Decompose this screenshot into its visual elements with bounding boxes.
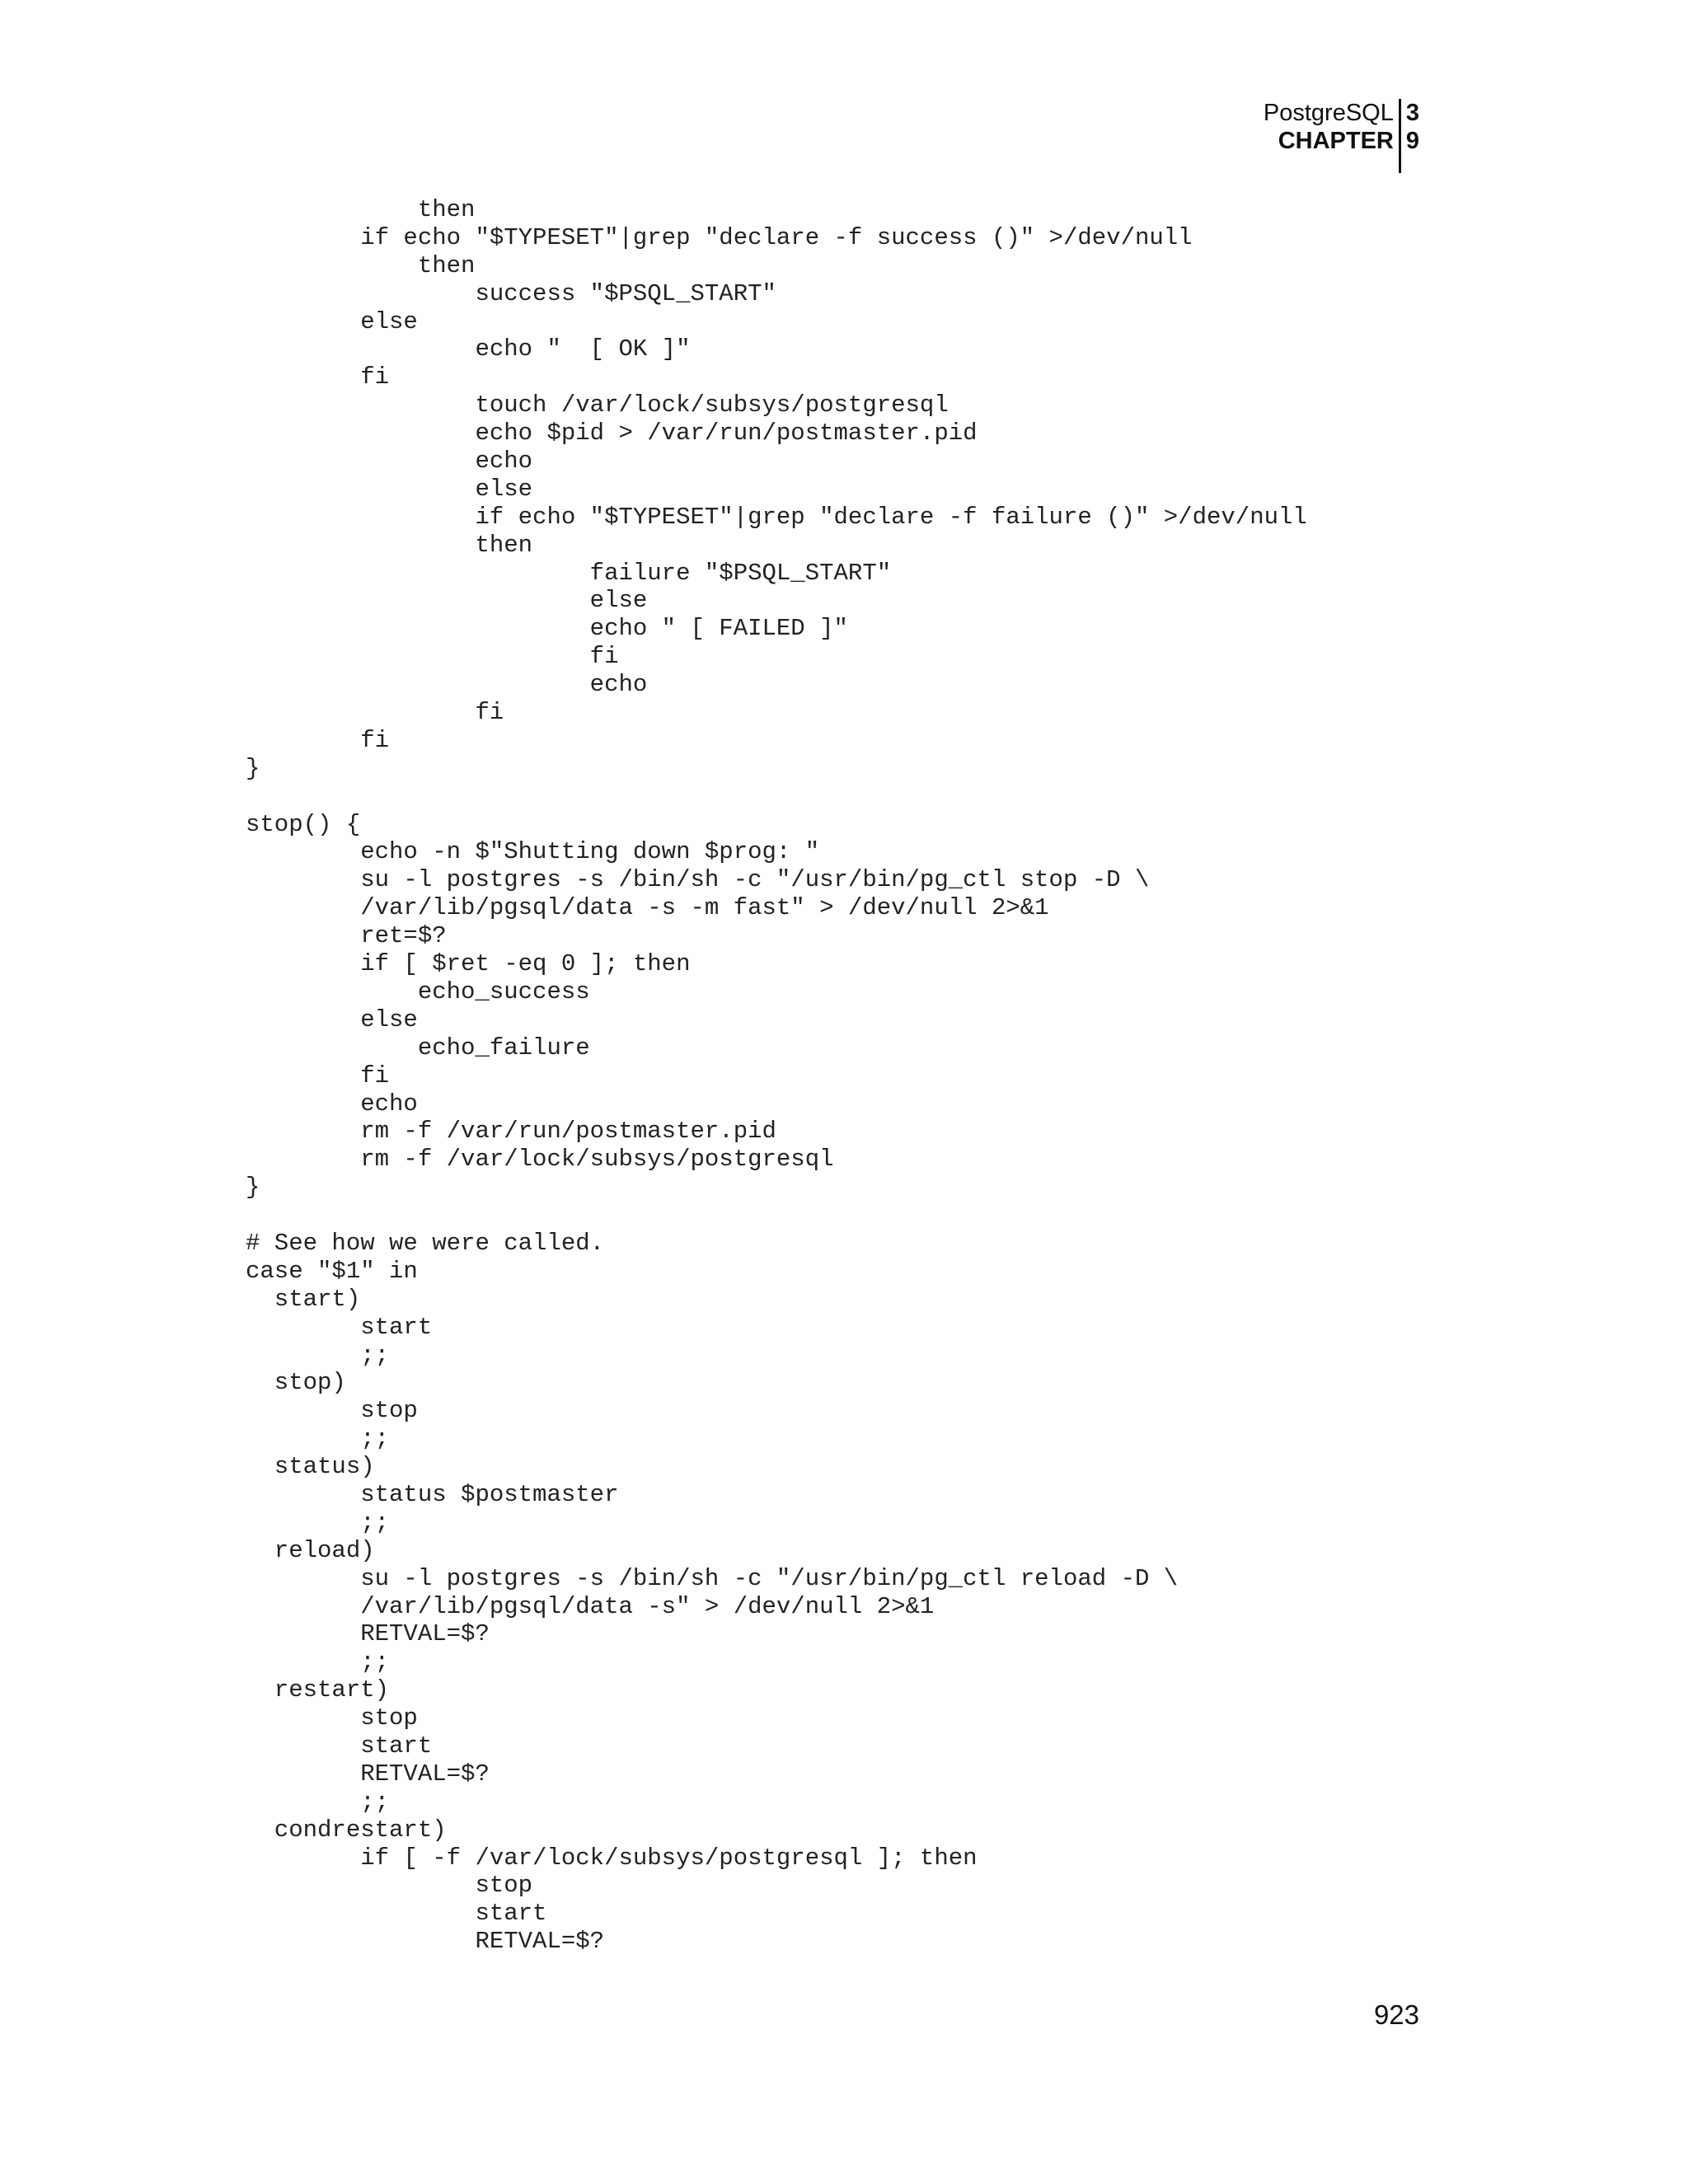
chapter-number-digit-1: 3	[1405, 100, 1419, 126]
code-line: stop	[246, 1704, 418, 1732]
chapter-number	[1401, 99, 1419, 173]
code-line: start	[246, 1900, 547, 1928]
book-title: PostgreSQL	[1263, 100, 1394, 126]
header-text	[1264, 99, 1399, 173]
code-line: reload)	[246, 1536, 375, 1564]
code-line: else	[246, 307, 418, 335]
code-line: echo_success	[246, 977, 590, 1005]
code-line: /var/lib/pgsql/data -s" > /dev/null 2>&1	[246, 1592, 935, 1620]
code-line: then	[246, 196, 476, 223]
code-line: failure "$PSQL_START"	[246, 559, 892, 587]
code-line: else	[246, 587, 648, 615]
code-line: stop	[246, 1397, 418, 1425]
code-line: status)	[246, 1453, 375, 1481]
code-line: echo	[246, 1090, 418, 1118]
code-line: echo " [ FAILED ]"	[246, 615, 848, 643]
code-line: fi	[246, 643, 619, 671]
code-line: rm -f /var/run/postmaster.pid	[246, 1118, 776, 1146]
code-line: ;;	[246, 1508, 390, 1536]
code-line: ret=$?	[246, 922, 447, 950]
code-line: ;;	[246, 1341, 390, 1369]
code-line: then	[246, 251, 476, 279]
code-line: echo " [ OK ]"	[246, 335, 691, 363]
code-line: RETVAL=$?	[246, 1620, 490, 1648]
code-line: ;;	[246, 1788, 390, 1816]
code-line: su -l postgres -s /bin/sh -c "/usr/bin/pg_ctl reload -D \	[246, 1564, 1179, 1592]
page-number: 923	[1373, 1999, 1419, 2030]
code-line: success "$PSQL_START"	[246, 279, 776, 307]
code-line: }	[246, 754, 260, 782]
running-header	[1264, 99, 1419, 173]
code-line: if echo "$TYPESET"|grep "declare -f failure ()" >/dev/null	[246, 503, 1307, 531]
code-line: ;;	[246, 1648, 390, 1676]
code-line: }	[246, 1174, 260, 1202]
code-line	[246, 1202, 1307, 1230]
chapter-number-digit-2: 9	[1405, 128, 1419, 154]
code-line: /var/lib/pgsql/data -s -m fast" > /dev/null 2>&1	[246, 894, 1049, 922]
code-line: # See how we were called.	[246, 1229, 605, 1257]
code-line: stop	[246, 1872, 533, 1900]
code-line: start)	[246, 1285, 361, 1313]
code-line: echo $pid > /var/run/postmaster.pid	[246, 419, 978, 448]
code-line: start	[246, 1313, 433, 1341]
code-line: case "$1" in	[246, 1257, 418, 1285]
code-line: restart)	[246, 1676, 390, 1704]
code-line: status $postmaster	[246, 1480, 619, 1508]
code-line: RETVAL=$?	[246, 1760, 490, 1788]
code-line: if [ $ret -eq 0 ]; then	[246, 950, 691, 978]
code-line: start	[246, 1732, 433, 1760]
code-line: if echo "$TYPESET"|grep "declare -f success ()" >/dev/null	[246, 223, 1193, 251]
code-line: condrestart)	[246, 1816, 447, 1844]
code-line: echo -n $"Shutting down $prog: "	[246, 838, 820, 866]
code-line: ;;	[246, 1425, 390, 1453]
code-line: echo	[246, 671, 648, 699]
code-line: echo	[246, 448, 533, 476]
chapter-label: CHAPTER	[1278, 128, 1394, 154]
code-line: touch /var/lock/subsys/postgresql	[246, 391, 949, 419]
code-line: then	[246, 531, 533, 559]
code-line: else	[246, 1005, 418, 1033]
code-line: stop)	[246, 1369, 346, 1397]
code-line: fi	[246, 1062, 390, 1090]
code-line: fi	[246, 699, 504, 727]
code-line: fi	[246, 726, 390, 754]
code-line: else	[246, 475, 533, 503]
code-line: RETVAL=$?	[246, 1928, 605, 1956]
code-line: fi	[246, 363, 390, 391]
code-line: rm -f /var/lock/subsys/postgresql	[246, 1146, 834, 1174]
code-line: echo_failure	[246, 1033, 590, 1062]
code-line: if [ -f /var/lock/subsys/postgresql ]; then	[246, 1844, 978, 1872]
code-line	[246, 783, 1307, 811]
code-listing	[246, 196, 1307, 1956]
code-line: stop() {	[246, 810, 361, 838]
code-line: su -l postgres -s /bin/sh -c "/usr/bin/pg_ctl stop -D \	[246, 866, 1150, 894]
